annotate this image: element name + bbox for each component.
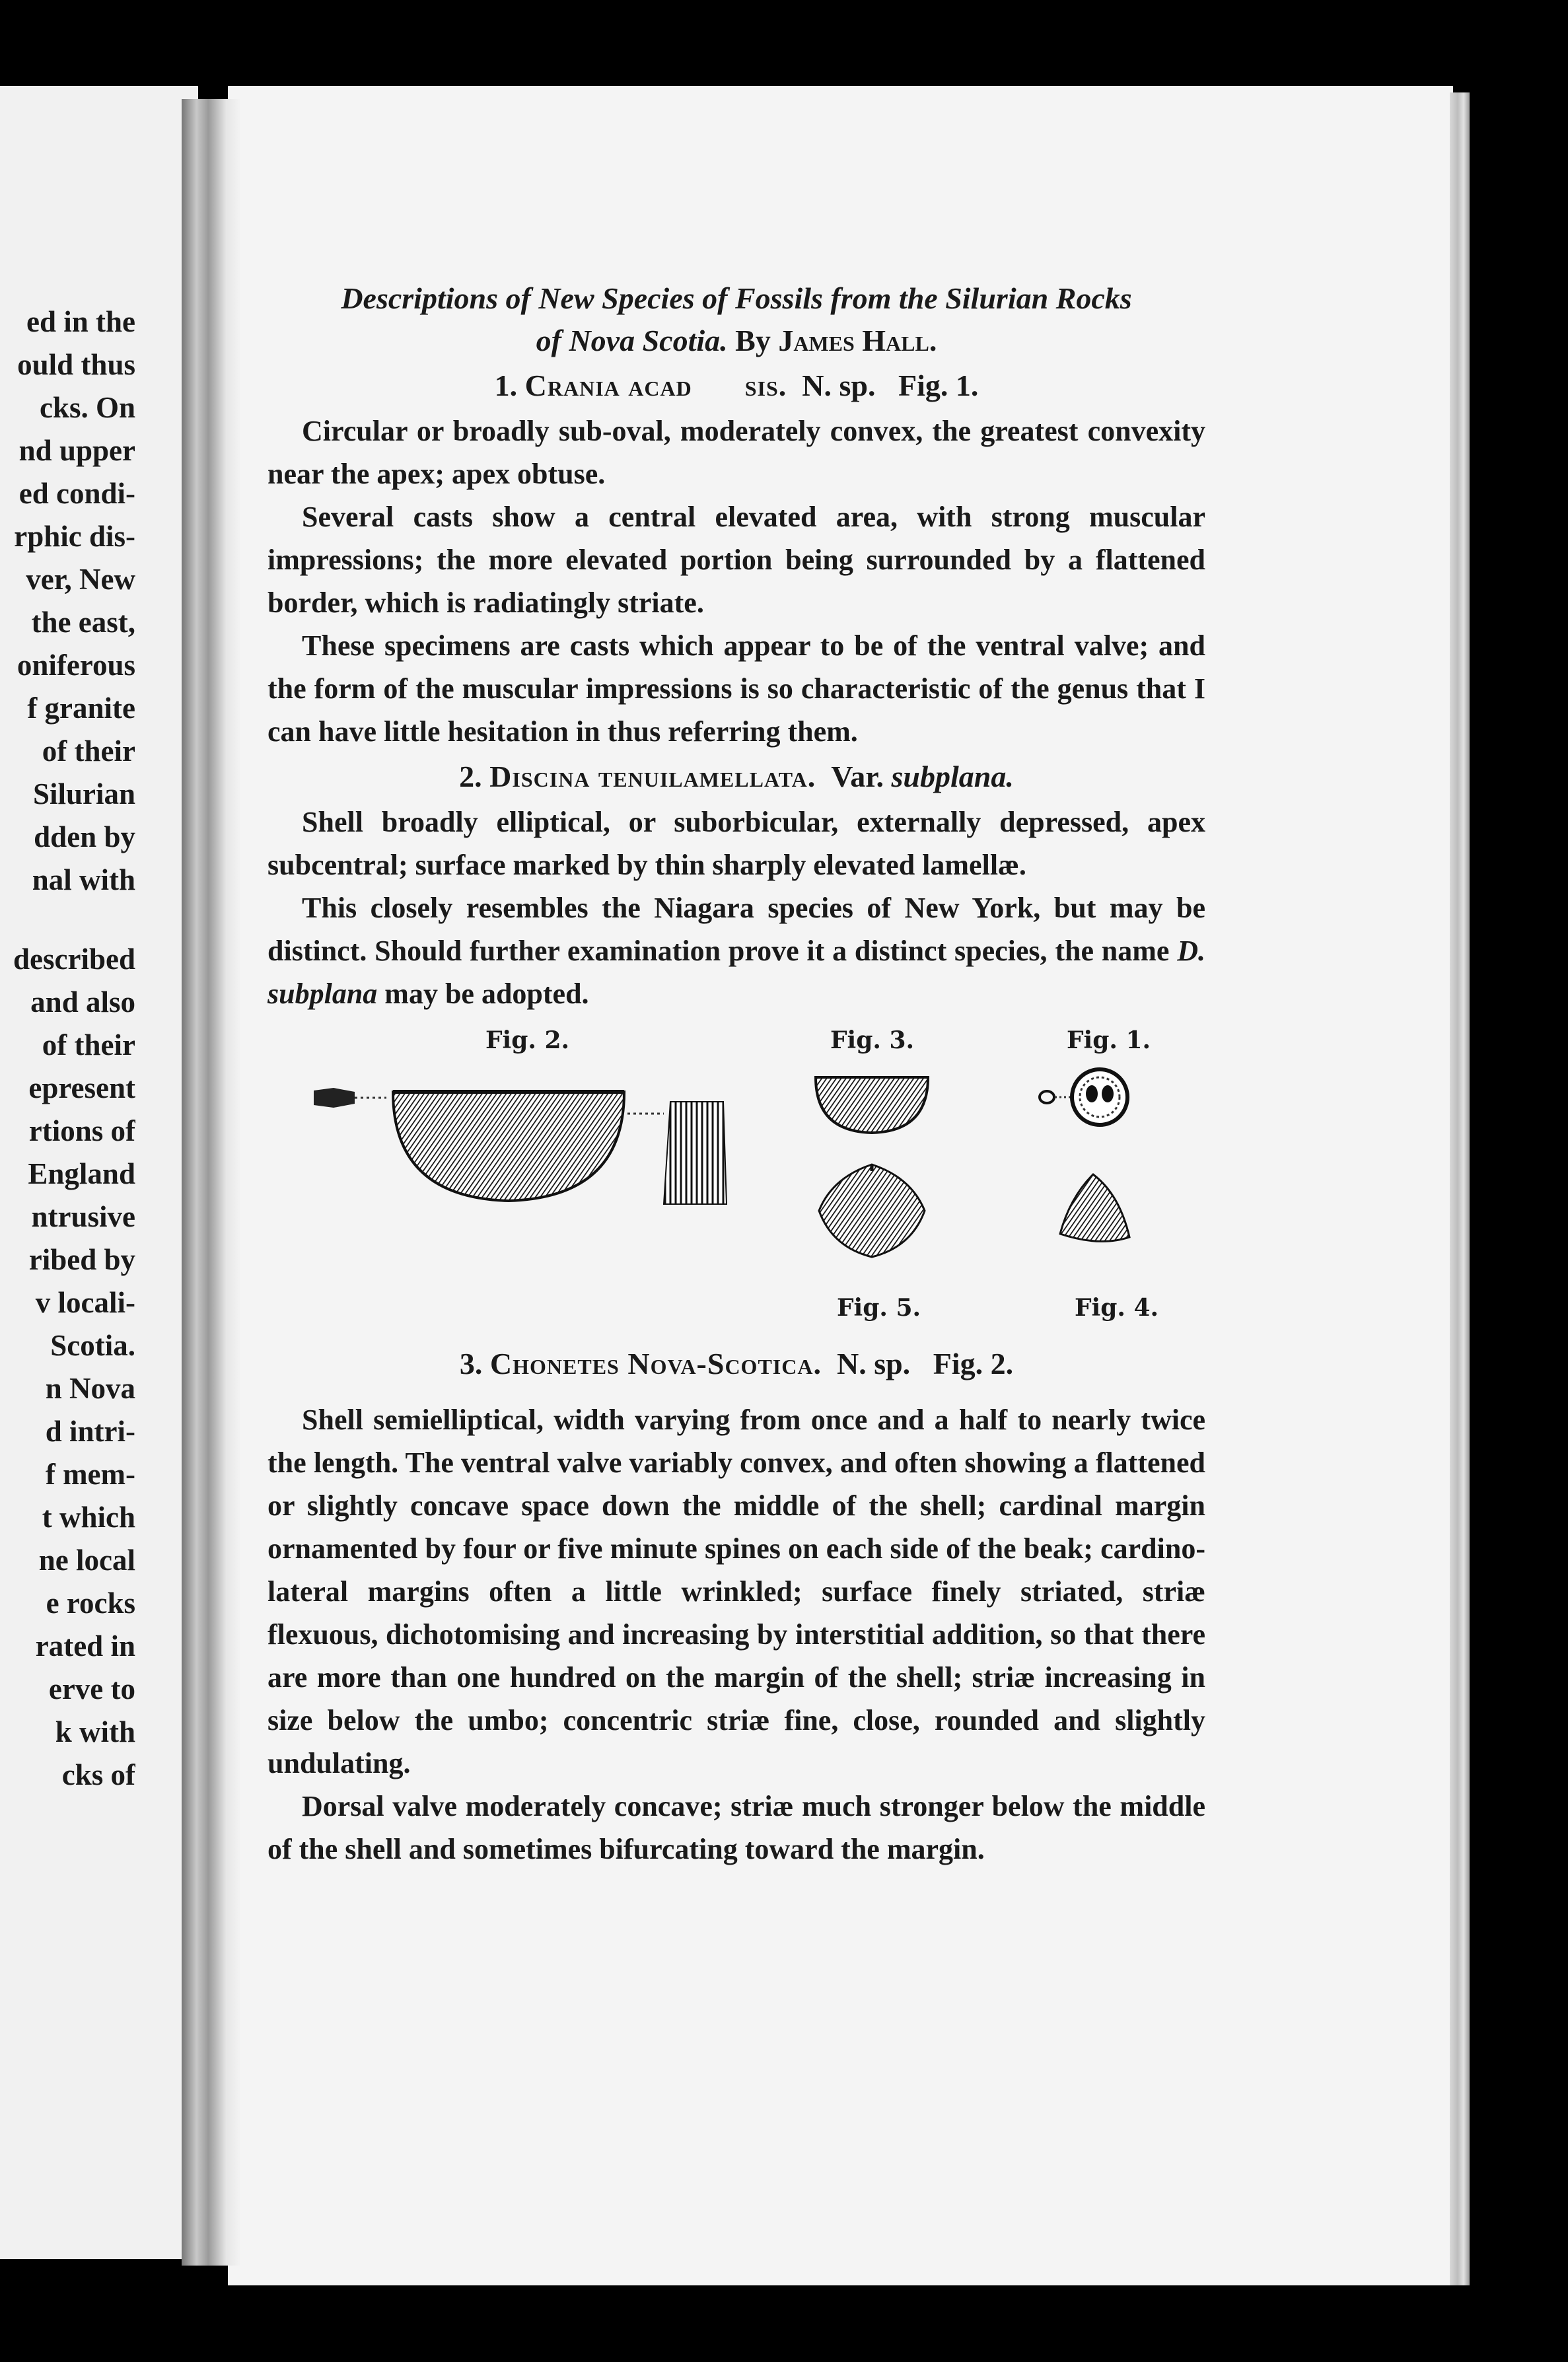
left-line: dden by bbox=[34, 820, 135, 853]
left-gap bbox=[0, 902, 135, 938]
variety-name: subplana. bbox=[891, 760, 1014, 793]
left-line: the east, bbox=[31, 606, 135, 639]
title-line-2 bbox=[267, 320, 1205, 362]
left-line: England bbox=[28, 1157, 135, 1190]
left-line: e rocks bbox=[46, 1587, 135, 1620]
left-line: of their bbox=[42, 1028, 135, 1061]
fig-1-label: Fig. 1. bbox=[1067, 1026, 1151, 1054]
left-line: k with bbox=[55, 1715, 135, 1748]
left-line: ntrusive bbox=[31, 1200, 135, 1233]
left-line: ould thus bbox=[17, 348, 135, 381]
left-line: and also bbox=[30, 985, 135, 1019]
left-line: cks. On bbox=[39, 391, 135, 424]
species-2-heading bbox=[267, 756, 1205, 798]
variety-label: Var. bbox=[831, 760, 884, 793]
species-tag: N. sp. bbox=[802, 369, 876, 402]
title-line-1: Descriptions of New Species of Fossils from the Silurian Rocks bbox=[341, 281, 1132, 315]
book-gutter bbox=[182, 99, 241, 2266]
text: This closely resembles the Niagara species of New York, but may be distinct. Should further examination prove it a distinct species, the name bbox=[267, 892, 1205, 967]
species-tag: N. sp. bbox=[836, 1347, 911, 1380]
left-line: d intri- bbox=[45, 1415, 135, 1448]
left-line: rtions of bbox=[28, 1114, 135, 1147]
fig-4-label: Fig. 4. bbox=[1075, 1294, 1159, 1322]
left-line: of their bbox=[42, 734, 135, 768]
species-name: Discina tenuilamellata. bbox=[489, 760, 816, 793]
species-name: Chonetes Nova-Scotica. bbox=[489, 1347, 822, 1380]
page-edge bbox=[1450, 92, 1470, 2285]
species-1-heading bbox=[267, 365, 1205, 407]
paragraph bbox=[267, 886, 1205, 1015]
fig-5-label: Fig. 5. bbox=[837, 1294, 921, 1322]
left-line: n Nova bbox=[45, 1372, 135, 1405]
title-italic: of Nova Scotia. bbox=[536, 324, 728, 357]
figure-plate bbox=[267, 1019, 1205, 1389]
left-line: ver, New bbox=[26, 563, 135, 596]
left-line: ne local bbox=[38, 1544, 135, 1577]
fig-3-label: Fig. 3. bbox=[830, 1026, 915, 1054]
fig-2-shell bbox=[393, 1092, 664, 1201]
paragraph: Circular or broadly sub-oval, moderately convex, the greatest convexity near the apex; apex obtuse. bbox=[267, 415, 1205, 490]
fig-3-shell bbox=[816, 1077, 928, 1133]
left-line: f granite bbox=[27, 692, 135, 725]
article-title bbox=[267, 277, 1205, 362]
species-number: 1. bbox=[494, 369, 518, 402]
species-name-tail: sis. bbox=[744, 369, 787, 402]
article bbox=[267, 277, 1205, 1871]
fig-2-hinge-detail bbox=[314, 1088, 386, 1108]
paragraph: Several casts show a central elevated area, with strong muscular impressions; the more elevated portion being surrounded by a flattened border, which is radiatingly striate. bbox=[267, 501, 1205, 619]
fig-2-striae-detail bbox=[664, 1102, 727, 1204]
left-line: v locali- bbox=[35, 1286, 135, 1319]
paragraph: Dorsal valve moderately concave; striæ much stronger below the middle of the shell and sometimes bifurcating toward the margin. bbox=[267, 1790, 1205, 1865]
left-line: cks of bbox=[61, 1758, 135, 1791]
left-line: ribed by bbox=[28, 1243, 135, 1276]
title-by: By bbox=[735, 324, 771, 357]
left-line: described bbox=[13, 943, 135, 976]
species-number: 3. bbox=[459, 1347, 483, 1380]
species-number: 2. bbox=[459, 760, 482, 793]
fig-4-shell bbox=[1060, 1174, 1129, 1241]
text: may be adopted. bbox=[384, 978, 589, 1010]
fig-5-shell bbox=[819, 1164, 925, 1257]
fig-2-label: Fig. 2. bbox=[485, 1026, 570, 1054]
left-line: erve to bbox=[48, 1672, 135, 1705]
italic-name: D. subplana bbox=[267, 935, 1206, 1010]
paragraph: Shell broadly elliptical, or suborbicular, externally depressed, apex subcentral; surface marked by thin sharply elevated lamellæ. bbox=[267, 806, 1205, 881]
species-name: Crania acad bbox=[524, 369, 692, 402]
author-name: James Hall. bbox=[778, 324, 937, 357]
left-line: nal with bbox=[32, 863, 135, 896]
left-line: t which bbox=[42, 1501, 135, 1534]
left-line: Silurian bbox=[32, 777, 135, 810]
left-line: epresent bbox=[28, 1071, 135, 1104]
left-line: rphic dis- bbox=[14, 520, 135, 553]
left-line: nd upper bbox=[18, 434, 135, 467]
left-page-text bbox=[0, 301, 135, 1797]
left-line: ed in the bbox=[26, 305, 135, 338]
left-line: Scotia. bbox=[50, 1329, 135, 1362]
left-line: f mem- bbox=[45, 1458, 135, 1491]
left-line: rated in bbox=[35, 1629, 135, 1663]
left-line: ed condi- bbox=[18, 477, 135, 510]
paragraph: These specimens are casts which appear to be of the ventral valve; and the form of the muscular impressions is so characteristic of the genus that I can have little hesitation in thus referring them. bbox=[267, 629, 1205, 748]
left-line: oniferous bbox=[17, 649, 135, 682]
fossil-illustrations bbox=[267, 1019, 1205, 1330]
species-fig-ref: Fig. 2. bbox=[933, 1347, 1014, 1380]
paragraph: Shell semielliptical, width varying from once and a half to nearly twice the length. The ventral valve variably convex, and often showing a flattened or slightly concave space down the middle of the shell; cardinal margin ornamented by four or five minute spines on each side of the beak; cardino-lateral margins often a little wrinkled; surface finely striated, striæ flexuous, dichotomising and increasing by interstitial addition, so that there are more than one hundred on the margin of the shell; striæ increasing in size below the umbo; concentric striæ fine, close, rounded and slightly undulating. bbox=[267, 1404, 1205, 1779]
species-fig-ref: Fig. 1. bbox=[898, 369, 979, 402]
fig-1-specimen bbox=[1040, 1069, 1127, 1125]
